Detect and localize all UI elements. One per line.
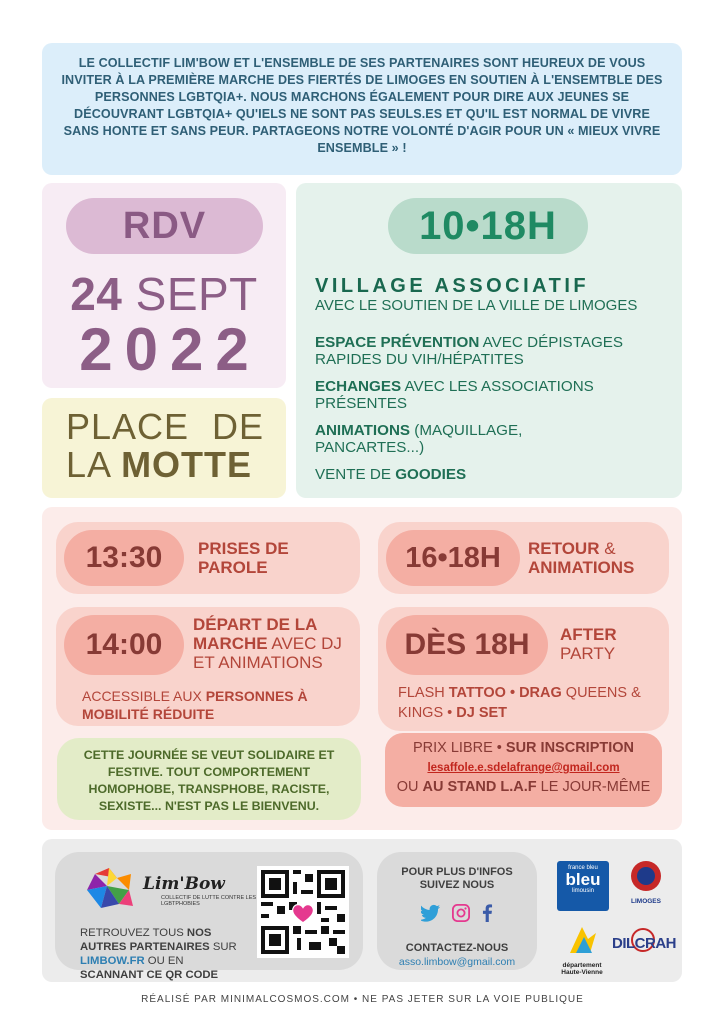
place-word-1: PLACE	[66, 406, 190, 447]
village-item-bold: GOODIES	[395, 466, 467, 483]
dilcrah-logo	[612, 929, 674, 967]
facebook-icon[interactable]	[481, 904, 493, 922]
france-bleu-logo-main: bleu	[565, 870, 601, 889]
afterparty-details	[398, 683, 658, 723]
partners-text-part: SUR	[209, 941, 237, 953]
pricing-card	[385, 733, 662, 807]
haute-vienne-logo-text: département Haute-Vienne	[561, 962, 603, 976]
schedule-card-afterparty	[378, 607, 669, 731]
france-bleu-logo	[557, 861, 609, 911]
solidarity-note: CETTE JOURNÉE SE VEUT SOLIDAIRE ET FESTIVE. TOUT COMPORTEMENT HOMOPHOBE, TRANSPHOBE, RACISTE, SEXISTE... N'EST PAS LE BIENVENU.	[57, 738, 361, 820]
schedule-label-part: PARTY	[560, 644, 616, 663]
partners-text-part: OU EN	[144, 955, 184, 967]
haute-vienne-logo	[554, 923, 610, 975]
footer-panel	[42, 839, 682, 982]
village-item	[315, 466, 665, 483]
village-item-text: (MAQUILLAGE, PANCARTES...)	[315, 422, 523, 456]
schedule-label: PRISES DE PAROLE	[198, 539, 289, 577]
afterparty-bold: DJ SET	[456, 705, 508, 721]
schedule-card-return	[378, 522, 669, 594]
event-month: SEPT	[135, 268, 258, 320]
pricing-line	[385, 778, 662, 797]
schedule-label	[193, 615, 353, 672]
accessibility-note	[82, 687, 352, 723]
pricing-text: LE JOUR-MÊME	[536, 779, 651, 795]
pricing-bold: AU STAND L.A.F	[422, 779, 537, 795]
place-word-4: MOTTE	[121, 444, 253, 485]
qr-code-icon[interactable]	[257, 866, 349, 958]
partners-text	[80, 926, 240, 982]
limbow-tagline: COLLECTIF DE LUTTE CONTRE LES LGBTPHOBIES	[161, 895, 257, 907]
schedule-label-text: AVEC DJ ET ANIMATIONS	[193, 634, 342, 672]
limbow-logo-icon	[83, 864, 137, 916]
place-panel	[42, 398, 286, 498]
partners-text-part: RETROUVEZ TOUS	[80, 927, 187, 939]
pricing-line	[385, 739, 662, 758]
village-item-bold: ANIMATIONS	[315, 422, 411, 439]
limoges-logo-text: LIMOGES	[631, 898, 661, 905]
event-date	[42, 269, 286, 319]
village-item-text: VENTE DE	[315, 466, 396, 483]
event-year: 2022	[79, 316, 261, 383]
schedule-time: 14:00	[64, 615, 184, 675]
registration-email-link[interactable]: lesaffole.e.sdelafrange@gmail.com	[427, 762, 620, 774]
accessibility-note-text: ACCESSIBLE AUX	[82, 688, 206, 704]
village-item	[315, 378, 665, 412]
instagram-icon[interactable]	[452, 904, 470, 922]
schedule-time: 16•18H	[386, 530, 520, 586]
haute-vienne-emblem-icon	[562, 923, 602, 957]
limoges-logo	[622, 859, 670, 915]
intro-text: LE COLLECTIF LIM'BOW ET L'ENSEMBLE DE SES PARTENAIRES SONT HEUREUX DE VOUS INVITER À LA PREMIÈRE MARCHE DES FIERTÉS DE LIMOGES EN SOUTIEN À L'ENSEMTBLE DES PERSONNES LGBTQIA+. NOUS MARCHONS ÉGALEMENT POUR DIRE AUX JEUNES SE DÉCOUVRANT LGBTQIA+ QU'IELS NE SONT PAS SEULS.ES ET QU'IL EST NORMAL DE VIVRE SANS HONTE ET SANS PEUR. PARTAGEONS NOTRE VOLONTÉ D'AGIR POUR UN « MIEUX VIVRE ENSEMBLE » !	[42, 43, 682, 175]
place-word-2: DE	[211, 406, 264, 447]
schedule-label-part: ANIMATIONS	[528, 558, 635, 577]
afterparty-text: QUEENS & KINGS •	[398, 685, 641, 721]
partners-text-bold: SCANNANT CE QR CODE	[80, 969, 219, 981]
france-bleu-logo-sub: limousin	[571, 888, 594, 894]
schedule-label-bold: DÉPART DE LA MARCHE	[193, 615, 317, 653]
place-word-3: LA	[66, 444, 111, 485]
schedule-label-part: RETOUR	[528, 539, 600, 558]
schedule-label	[528, 539, 668, 577]
schedule-card-speeches	[56, 522, 360, 594]
contact-title: CONTACTEZ-NOUS	[405, 942, 509, 954]
schedule-card-march	[56, 607, 360, 726]
afterparty-text: FLASH	[398, 685, 449, 701]
village-subtitle: AVEC LE SOUTIEN DE LA VILLE DE LIMOGES	[315, 297, 638, 314]
village-item-text: AVEC DÉPISTAGES RAPIDES DU VIH/HÉPATITES	[315, 334, 624, 368]
village-item-bold: ESPACE PRÉVENTION	[315, 334, 480, 351]
pricing-text: OU	[396, 779, 423, 795]
event-day: 24	[70, 268, 123, 320]
village-item-text: AVEC LES ASSOCIATIONS PRÉSENTES	[315, 378, 594, 412]
partners-text-bold: NOS AUTRES PARTENAIRES	[80, 927, 212, 953]
village-panel	[296, 183, 682, 498]
pricing-text: PRIX LIBRE •	[412, 740, 506, 756]
info-title: POUR PLUS D'INFOS SUIVEZ NOUS	[401, 866, 513, 891]
limoges-emblem-icon	[629, 859, 663, 893]
village-item-bold: ECHANGES	[315, 378, 402, 395]
credit-line: RÉALISÉ PAR MINIMALCOSMOS.COM • NE PAS JETER SUR LA VOIE PUBLIQUE	[141, 994, 584, 1005]
pricing-bold: SUR INSCRIPTION	[505, 740, 634, 756]
dilcrah-logo-text: DILCRAH	[612, 935, 676, 952]
schedule-label	[560, 625, 660, 663]
partners-website-link[interactable]: LIMBOW.FR	[80, 955, 145, 967]
accessibility-note-bold: PERSONNES À MOBILITÉ RÉDUITE	[82, 688, 308, 722]
village-title: VILLAGE ASSOCIATIF	[315, 275, 590, 297]
schedule-label-part: &	[599, 539, 616, 558]
date-panel	[42, 183, 286, 388]
afterparty-bold: TATTOO • DRAG	[448, 685, 562, 701]
social-icons	[421, 904, 493, 924]
schedule-time: DÈS 18H	[386, 615, 548, 675]
partner-card	[55, 852, 363, 981]
village-item	[315, 334, 665, 368]
twitter-icon[interactable]	[421, 904, 441, 922]
village-item	[315, 422, 575, 456]
limbow-logo-text: Lim'Bow	[143, 874, 225, 894]
france-bleu-logo-top: france bleu	[568, 865, 598, 871]
rdv-badge: RDV	[66, 198, 263, 254]
village-hours-badge: 10•18H	[388, 198, 588, 254]
contact-email-link[interactable]: asso.limbow@gmail.com	[398, 956, 516, 968]
schedule-panel	[42, 507, 682, 830]
schedule-time: 13:30	[64, 530, 184, 586]
info-card	[377, 852, 537, 970]
schedule-label-part: AFTER	[560, 625, 617, 644]
